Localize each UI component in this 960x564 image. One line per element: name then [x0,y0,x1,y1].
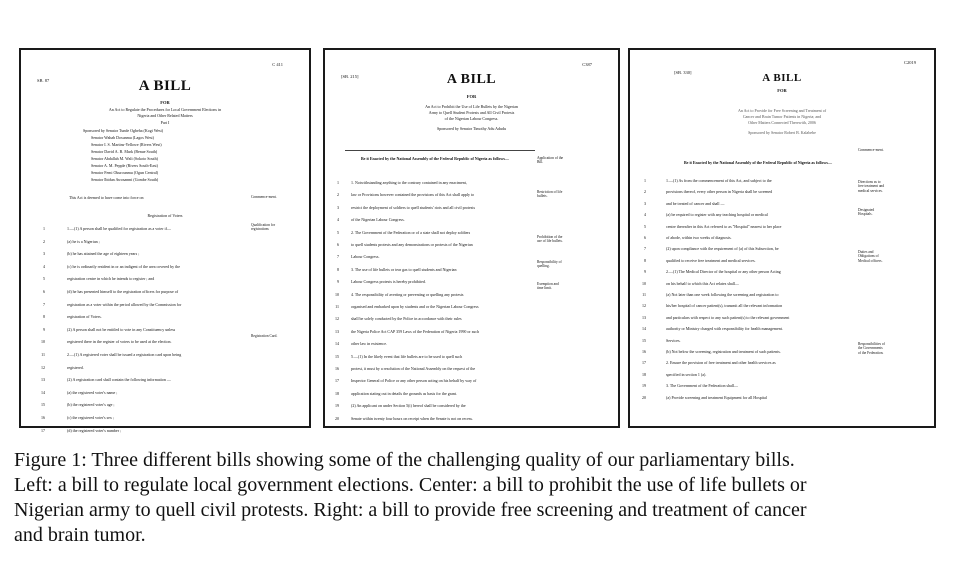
bill-page-left [19,48,311,433]
bill-line: registered there in the register of voters to be used at the election. [67,339,172,345]
bill-for: FOR [160,100,170,105]
bill-line: centre thereafter in this Act referred to as "Hospital" nearest to her place [666,223,782,229]
bill-sponsor: Senator A. M. Pepple (Rivers South-East) [91,163,158,168]
line-number: 18 [335,390,339,396]
line-number: 9 [644,269,646,275]
margin-note: Responsibilities of the Governments of the Federation. [858,342,885,355]
line-number: 1 [337,180,339,185]
bill-code: C 411 [272,62,283,67]
line-number: 4 [337,217,339,223]
bill-sponsor: Senator Femi Okurounmu (Ogun Central) [91,170,159,175]
line-number: 19 [335,403,339,409]
line-number: 20 [335,415,339,421]
bill-line: protest, it must by a resolution of the National Assembly on the request of the [351,366,476,371]
bill-code: C387 [582,62,592,67]
figure-caption [14,448,948,548]
line-number: 13 [335,328,339,334]
line-number: 6 [43,289,45,294]
bill-sponsor: Sponsored by Senator Robert B. Kalabebe [748,130,816,135]
line-number: 7 [644,246,646,252]
bill-for: FOR [777,88,787,93]
bill-heading-line: Army to Quell Student Protests and All Civil Protests [428,110,515,115]
line-number: 17 [41,427,45,433]
bill-line: shall be solely conducted by the Police in accordance with their rules [351,316,462,322]
divider [345,150,535,151]
bill-line: Services. [666,337,681,343]
line-number: 17 [335,378,339,384]
bill-code: C2019 [903,60,916,65]
enacting-clause: Be it Enacted by the National Assembly of the Federal Republic of Nigeria as follows— [684,160,832,165]
bill-line: registration of Voters. [67,314,102,320]
bill-line: (a) he is a Nigerian ; [67,238,100,244]
bill-line: registration centre in which he intends to register ; and [67,276,155,282]
senate-bill-number: [SB. 330] [674,70,692,75]
bill-line: (d) he has presented himself to the registration officers for purpose of [67,289,179,294]
bill-page-right [628,48,936,428]
caption-line: Left: a bill to regulate local government elections. Center: a bill to prohibit the use of life bullets or [14,474,807,496]
line-number: 11 [41,352,45,357]
line-number: 13 [642,314,646,320]
caption-line: Figure 1: Three different bills showing some of the challenging quality of our parliamentary bills. [14,449,795,471]
bill-line: (c) he is ordinarily resident in or an indigent of the area covered by the [67,263,181,269]
caption-line: and brain tumor. [14,524,146,546]
line-number: 8 [337,266,339,272]
line-number: 16 [642,349,646,354]
bill-line: Labour Congress. [351,254,380,260]
line-number: 4 [644,212,646,218]
line-number: 14 [335,341,339,347]
line-number: 16 [41,415,45,420]
margin-note: Responsibility of quelling. [537,260,562,269]
margin-note: Restriction of life bullets. [537,190,563,199]
line-number: 9 [43,326,45,332]
bill-line: organised and embarked upon by students and or the Nigerian Labour Congress [351,304,479,309]
line-number: 6 [337,242,339,247]
bill-sponsor: Sponsored by Senator Timothy Adu Adudu [436,126,506,131]
bill-line: (b) the registered voter's age ; [67,402,115,408]
bill-line: (2) A registration card shall contain the following information — [67,377,171,383]
bill-line: Labour Congress protests is hereby prohibited. [351,279,426,285]
bill-line: registered. [67,364,84,370]
bill-part: Part I [160,120,170,125]
margin-note: Qualification for registrations [251,223,276,232]
line-number: 4 [43,263,45,269]
bill-line: provisions thereof, every other person in Nigeria shall be screened [666,189,773,195]
line-number: 20 [642,394,646,400]
bill-sponsor: Senator Ibidun Awosanmi (Gombe South) [91,177,159,182]
bill-line: 1.—(1) As from the commencement of this Act, and subject to the [666,178,772,183]
line-number: 5 [644,223,646,229]
margin-note: Application of the Bill. [537,156,564,165]
line-number: 15 [335,353,339,359]
bill-line: of the Nigerian Labour Congress. [351,217,405,223]
bill-line: (2) A person shall not be entitled to vote in any Constituency unless [67,326,176,332]
line-number: 3 [644,200,646,206]
bill-line: (2) upon compliance with the requirement of (a) of this Subsection, be [666,246,779,252]
bill-page-center [323,48,620,428]
line-number: 10 [642,280,646,286]
line-number: 10 [41,339,45,345]
bill-line: (2) An applicant on under Section 5(i) hereof shall be considered by the [351,403,466,409]
line-number: 15 [41,402,45,408]
bill-line: of abode, within two weeks of diagnosis. [666,235,732,240]
bill-line: 3. The Government of the Federation shall— [666,383,739,389]
bill-line: qualified to receive free treatment and medical services. [666,257,756,263]
line-number: 2 [43,238,45,244]
bill-title: A BILL [762,72,802,84]
bill-heading-line: of the Nigerian Labour Congress. [444,116,499,121]
bill-line: restrict the deployment of soldiers to quell students' riots and all civil protests [351,204,476,210]
bill-line: registration as a voter within the period allowed by the Commission for [67,301,182,307]
bill-sponsor: Senator I. S. Martins-Yellowe (Rivers West) [91,142,162,147]
bill-line: (b) Not below the screening, registration and treatment of such patients. [666,349,781,354]
margin-note: Registration Card. [251,334,278,338]
enacting-clause: Be it Enacted by the National Assembly of the Federal Republic of Nigeria as follows— [361,156,509,161]
bill-line: (a) the registered voter's name ; [67,389,118,395]
line-number: 10 [335,291,339,297]
bill-line: 2.—(1) The Medical Director of the hospital or any other person Acting [666,269,781,275]
bill-heading-line: An Act to Prohibit the Use of Life Bullets by the Nigerian [425,104,518,109]
bill-line: law or Provisions however contained the provisions of this Act shall apply to [351,192,475,198]
bill-heading-line: An Act to Regulate the Procedures for Local Government Elections in [108,107,222,112]
margin-note: Commence-ment. [251,195,277,199]
line-number: 1 [644,178,646,183]
bill-line: Senate within twenty four hours on receipt when the Senate is not on recess. [351,415,473,421]
bill-sponsor: Senator David A. B. Mark (Benue South) [91,149,158,154]
bill-line: (a) Not later than one week following the screening and registration to [666,292,779,297]
line-number: 12 [642,303,646,309]
bill-line: 1.—(1) A person shall be qualified for registration as a voter if— [67,226,171,231]
bill-line: 2.—(1) A registered voter shall be issued a registration card upon being [67,352,182,357]
line-number: 2 [337,192,339,198]
commencement-text: This Act is deemed to have come into force on [69,195,144,200]
bill-line: 5.—(1) In the likely event that life bullets are to be used to quell such [351,353,463,359]
line-number: 6 [644,235,646,240]
line-number: 16 [335,366,339,371]
bill-line: other law in existence. [351,341,387,347]
caption-line: Nigerian army to quell civil protests. Right: a bill to provide free screening and treatment of cancer [14,499,807,521]
line-number: 2 [644,189,646,195]
line-number: 11 [642,292,646,297]
line-number: 11 [335,304,339,309]
line-number: 3 [337,204,339,210]
bill-line: and be treated of cancer and shall — [666,200,725,206]
section-heading: Registration of Voters [147,213,183,218]
bill-heading-line: Other Matters Connected Therewith, 2006 [748,120,816,125]
line-number: 1 [43,226,45,231]
line-number: 15 [642,337,646,343]
bill-line: 2. Ensure the provision of free treatment and other health services as [666,360,776,366]
bill-line: Inspector General of Police or any other person acting on his behalf by way of [351,378,477,384]
line-number: 14 [41,389,45,395]
bill-line: his/her hospital of cancer patient(s), transmit all the relevant information [666,303,783,309]
bill-line: the Nigeria Police Act CAP 359 Laws of the Federation of Nigeria 1990 or such [351,328,480,334]
line-number: 7 [43,301,45,307]
line-number: 8 [644,257,646,263]
senate-bill-number: [SB. 215] [341,74,359,79]
line-number: 19 [642,383,646,389]
bill-line: to quell students protests and any demonstrations or protests of the Nigerian [351,242,473,247]
line-number: 3 [43,251,45,257]
bill-line: 3. The use of life bullets or tear gas to quell students and Nigerian [351,266,457,272]
margin-note: Commence-ment. [858,148,884,152]
bill-line: 2. The Government of the Federation or of a state shall not deploy soldiers [351,229,471,235]
bill-title: A BILL [446,72,497,87]
bill-line: (b) he has attained the age of eighteen years ; [67,251,140,257]
line-number: 5 [43,276,45,282]
margin-note: Designated Hospitals. [858,208,875,217]
line-number: 9 [337,279,339,285]
margin-note: Duties and Obligations of Medical officers. [858,250,883,263]
bill-line: (d) the registered voter's number ; [67,427,122,433]
bill-sponsor: Sponsored by Senator Tunde Ogbeha (Kogi West) [83,128,164,133]
line-number: 18 [642,371,646,377]
margin-note: Directions as to free treatment and medical services. [858,180,885,193]
bill-for: FOR [466,94,477,99]
bill-title: A BILL [138,78,192,94]
line-number: 7 [337,254,339,260]
line-number: 5 [337,229,339,235]
bill-line: (c) the registered voter's sex ; [67,415,115,420]
line-number: 14 [642,326,646,332]
bill-heading-line: Nigeria and Other Related Matters [137,113,193,118]
bill-sponsor: Senator Wahab Dosunmu (Lagos West) [91,135,154,140]
bill-line: authority or Ministry charged with responsibility for health management. [666,326,783,332]
bill-line: on his behalf to which this Act relates shall— [666,280,739,286]
bill-heading-line: Cancer and Brain Tumor Patients in Nigeria; and [742,114,822,119]
line-number: 12 [335,316,339,322]
line-number: 8 [43,314,45,320]
bill-heading-line: An Act to Provide for Free Screening and Treatment of [737,108,827,113]
margin-note: Exemption and time limit. [537,282,559,291]
bill-line: application stating out in details the grounds as basis for the grant. [351,390,457,396]
bill-line: (a) Provide screening and treatment Equipment for all Hospital [666,394,767,400]
senate-bill-number: SB. 87 [37,78,50,83]
line-number: 17 [642,360,646,366]
bill-line: 4. The responsibility of averting or preventing or quelling any protests [351,291,464,297]
bill-line: (a) be required to register with any teaching hospital or medical [666,212,768,218]
margin-note: Prohibition of the use of life bullets. [537,235,563,244]
bill-line: 1. Notwithstanding anything to the contrary contained in any enactment, [351,180,467,185]
bill-line: specified in section 1 (a). [666,371,707,377]
bill-line: and particulars with respect to any such patient(s) to the relevant government [666,314,790,320]
bill-sponsor: Senator Abdallah M. Wali (Sokoto South) [91,156,158,161]
line-number: 12 [41,364,45,370]
line-number: 13 [41,377,45,383]
